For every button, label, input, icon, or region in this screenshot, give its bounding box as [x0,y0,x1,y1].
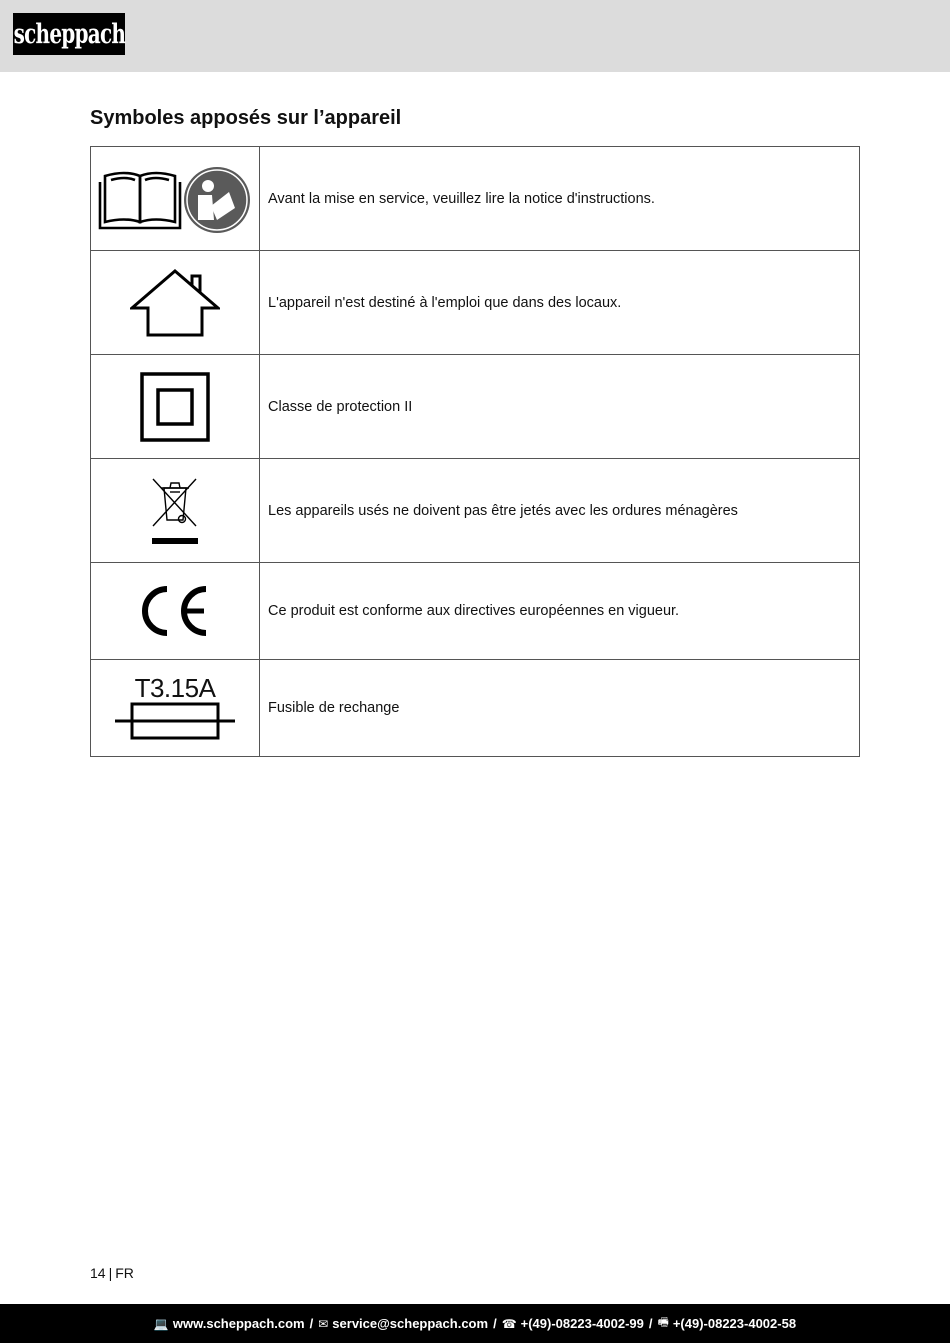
computer-icon: 💻 [153,1316,169,1331]
page-number [90,1265,134,1281]
symbol-description: L'appareil n'est destiné à l'emploi que dans des locaux. [260,251,860,355]
symbol-description: Ce produit est conforme aux directives européennes en vigueur. [260,563,860,660]
footer-fax: +(49)-08223-4002-58 [672,1316,797,1331]
footer-email[interactable]: service@scheppach.com [332,1316,489,1331]
table-row [91,251,860,355]
page-number-value: 14 [90,1265,106,1281]
footer-separator: / [309,1316,314,1331]
email-icon: ✉ [318,1316,329,1331]
protection-class-ii-icon [91,372,259,442]
symbols-table [90,146,860,757]
page-number-divider: | [108,1265,113,1281]
phone-icon: ☎ [501,1316,517,1331]
language-code: FR [115,1265,134,1281]
footer-separator: / [493,1316,497,1331]
symbol-description: Fusible de rechange [260,660,860,757]
indoor-use-house-icon [91,268,259,338]
page-title: Symboles apposés sur l’appareil [90,107,402,129]
footer-phone: +(49)-08223-4002-99 [520,1316,644,1331]
fuse-icon [91,675,259,741]
fax-icon: 🖷 [657,1315,669,1329]
symbol-description: Classe de protection II [260,355,860,459]
table-row [91,355,860,459]
table-row [91,563,860,660]
scheppach-logo [13,13,125,55]
page-footer [0,1304,950,1343]
read-manual-icon [91,162,259,236]
footer-separator: / [648,1316,653,1331]
table-row [91,147,860,251]
table-row [91,660,860,757]
table-row [91,459,860,563]
logo-text: scheppach [13,18,125,50]
symbol-description: Avant la mise en service, veuillez lire la notice d'instructions. [260,147,860,251]
fuse-rating-label: T3.15A [134,673,216,703]
footer-website[interactable]: www.scheppach.com [172,1316,305,1331]
page-header [0,0,950,72]
ce-mark-icon [91,585,259,637]
weee-crossed-bin-icon [91,476,259,546]
symbol-description: Les appareils usés ne doivent pas être jetés avec les ordures ménagères [260,459,860,563]
